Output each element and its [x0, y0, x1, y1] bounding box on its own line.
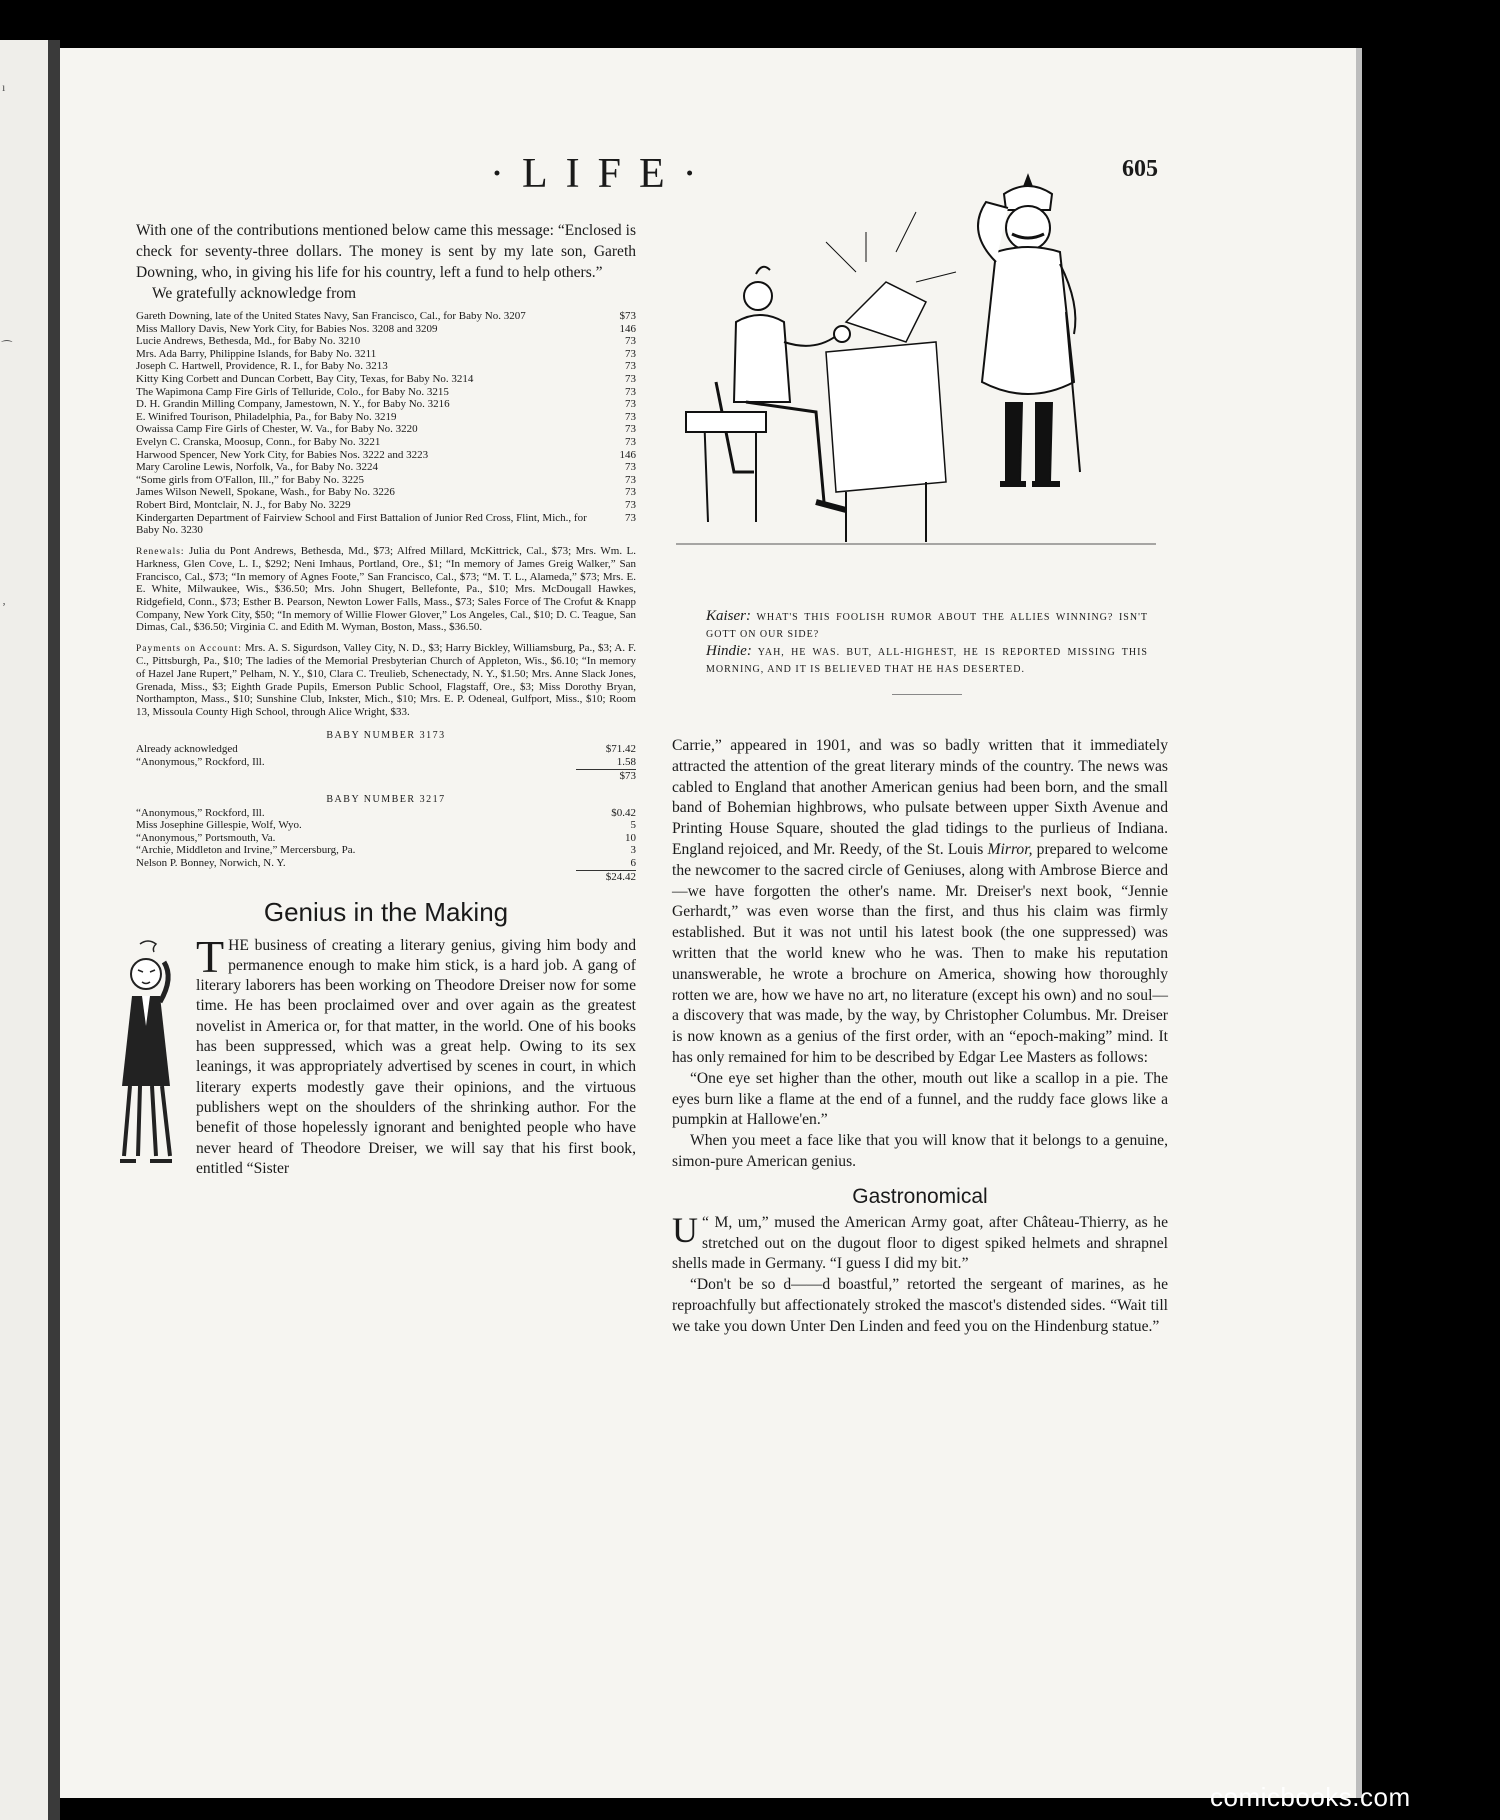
contribution-amount: 6 — [630, 856, 636, 869]
contributor-name: The Wapimona Camp Fire Girls of Telluride, Colo., for Baby No. 3215 — [136, 385, 449, 398]
ledger-row — [136, 832, 636, 845]
contributor-name: Mary Caroline Lewis, Norfolk, Va., for Baby No. 3224 — [136, 461, 379, 474]
contributor-name: “Anonymous,” Rockford, Ill. — [136, 806, 265, 819]
contributor-name: Gareth Downing, late of the United States Navy, San Francisco, Cal., for Baby No. 3207 — [136, 310, 526, 322]
ledger-row — [136, 844, 636, 857]
contributor-name: Robert Bird, Montclair, N. J., for Baby No. 3229 — [136, 498, 351, 511]
contributor-name: “Archie, Middleton and Irvine,” Mercersburg, Pa. — [136, 844, 356, 857]
contribution-amount: 73 — [625, 385, 636, 398]
contributor-name: Already acknowledged — [136, 743, 238, 756]
section-divider — [892, 694, 962, 695]
page-gutter — [48, 40, 60, 1820]
baby-3217-list — [136, 807, 636, 870]
genius-continued-text: Carrie,” appeared in 1901, and was so badly written that it immediately attracted the attention of the great literary minds of the country. The news was cabled to England that another American genius had been born, and the small band of Bohemian highbrows, who pulsate between upper Sixth Avenue and Printing House Square, shouted the glad tidings to the purlieus of Indiana. England rejoiced, and Mr. Reedy, of the St. Louis — [672, 737, 1168, 858]
contributor-name: “Anonymous,” Portsmouth, Va. — [136, 831, 276, 844]
ledger-row — [136, 310, 636, 323]
genius-continued-text-2: prepared to welcome the newcomer to the sacred circle of Geniuses, along with Ambrose Bierce and—we have forgotten the other's name. Mr. Dreiser's next book, “Jennie Gerhardt,” was even worse than the first, and thus his claim was firmly established. But it was not until his latest book (the one suppressed) was written that the world knew who he was. Then to make his reputation unanswerable, he wrote a brochure on America, showing how thoroughly rotten we are, how we have no art, no literature (except his own) and no soul—a discovery that was made, by the way, by Christopher Columbus. Mr. Dreiser is now known as a genius of the first order, with an “epoch-making” mind. It has only remained for him to be described by Edgar Lee Masters as follows: — [672, 840, 1168, 1066]
speaker-kaiser: Kaiser: — [706, 608, 751, 624]
contribution-amount: $71.42 — [605, 743, 636, 756]
contributor-name: Mrs. Ada Barry, Philippine Islands, for Baby No. 3211 — [136, 347, 377, 360]
ledger-row — [136, 348, 636, 361]
contribution-amount: 3 — [630, 844, 636, 857]
contribution-amount: $0.42 — [611, 806, 636, 819]
source-watermark: comicbooks.com — [1210, 1782, 1411, 1812]
ledger-row — [136, 360, 636, 373]
contribution-amount: 73 — [625, 486, 636, 499]
page-edge — [1356, 48, 1362, 1798]
ledger-row — [136, 373, 636, 386]
genius-continued-paragraph — [672, 736, 1168, 1069]
renewals-paragraph — [136, 545, 636, 634]
contribution-amount: 73 — [625, 360, 636, 373]
hindie-speech: YAH, HE WAS. BUT, ALL-HIGHEST, HE IS REPORTED MISSING THIS MORNING, AND IT IS BELIEVED THAT HE HAS DESERTED. — [706, 647, 1148, 675]
dreiser-caricature-illustration — [110, 936, 182, 1186]
page-edge-mark: ʼ — [2, 600, 6, 614]
page-edge-mark: ⁀ — [2, 340, 12, 354]
contribution-amount: 10 — [625, 831, 636, 844]
intro-paragraph: With one of the contributions mentioned below came this message: “Enclosed is check for seventy-three dollars. The money is sent by my late son, Gareth Downing, who, in giving his life for his country, left a fund to help others.” — [136, 222, 636, 281]
genius-article-title: Genius in the Making — [263, 896, 509, 927]
ledger-row — [136, 743, 636, 756]
contributor-name: “Anonymous,” Rockford, Ill. — [136, 756, 265, 768]
contribution-amount: 73 — [625, 347, 636, 360]
ledger-row — [136, 857, 636, 870]
gastronomical-title: Gastronomical — [852, 1184, 988, 1208]
contributor-name: Lucie Andrews, Bethesda, Md., for Baby No. 3210 — [136, 335, 361, 348]
previous-page-edge — [0, 40, 48, 1820]
payments-paragraph — [136, 642, 636, 719]
payments-text: Mrs. A. S. Sigurdson, Valley City, N. D., $3; Harry Bickley, Williamsburg, Pa., $3; A. F. C., Pittsburgh, Pa., $10; The ladies of the Memorial Presbyterian Church of Appleton, Wis., $6.10; “In memory of Hazel Jane Rupert,” Pelham, N. Y., $10, Clara C. Treulieb, Schenectady, N. Y., $1.50; Mrs. Anne Slack Jones, Grenada, Miss., $3; Eighth Grade Pupils, Emerson Public School, Flagstaff, Ore., $3; Miss Dorothy Bryan, Northampton, Mass., $10; Sunshine Club, Inkster, Mich., $10; Mrs. E. P. Odeneal, Gulfport, Miss., $10; Room 13, Missoula County High School, through Alice Wright, $33. — [136, 641, 637, 718]
contribution-amount: 73 — [625, 372, 636, 385]
masters-quote: “One eye set higher than the other, mouth out like a scallop in a pie. The eyes burn like a flame at the end of a funnel, and the ruddy face glows like a pumpkin at Hallowe'en.” — [672, 1069, 1168, 1129]
contribution-list — [136, 310, 636, 537]
renewals-label: Renewals: — [136, 546, 185, 557]
baby-3173-list — [136, 743, 636, 768]
contribution-amount: 73 — [625, 511, 636, 524]
ledger-row — [136, 461, 636, 474]
mirror-title: Mirror, — [987, 840, 1033, 858]
kaiser-hindenburg-cartoon — [666, 172, 1164, 582]
contribution-amount: 73 — [625, 423, 636, 436]
contribution-amount: 73 — [625, 410, 636, 423]
page-edge-mark: ı — [2, 80, 6, 94]
ledger-row — [136, 411, 636, 424]
contribution-amount: $73 — [619, 310, 636, 322]
contribution-amount: 73 — [625, 473, 636, 486]
genius-body-text — [136, 930, 636, 1180]
masthead-title: ·LIFE· — [490, 151, 715, 197]
gastronomical-open-quote: “ — [702, 1213, 709, 1231]
contributor-name: “Some girls from O'Fallon, Ill.,” for Baby No. 3225 — [136, 473, 365, 486]
contribution-amount: 73 — [625, 498, 636, 511]
kaiser-speech: WHAT'S THIS FOOLISH RUMOR ABOUT THE ALLIES WINNING? ISN'T GOTT ON OUR SIDE? — [706, 612, 1149, 640]
ledger-row — [136, 819, 636, 832]
ledger-row — [136, 756, 636, 769]
caption-kaiser-line — [706, 608, 1148, 643]
contributor-name: Nelson P. Bonney, Norwich, N. Y. — [136, 856, 286, 869]
ledger-row — [136, 512, 636, 537]
payments-label: Payments on Account: — [136, 643, 242, 654]
contributor-name: D. H. Grandin Milling Company, Jamestown, N. Y., for Baby No. 3216 — [136, 398, 450, 411]
ledger-row — [136, 499, 636, 512]
genius-paragraph: HE business of creating a literary genius, giving him body and permanence enough to make him stick, is a hard job. A gang of literary laborers has been working on Theodore Dreiser now for some time. He has been proclaimed over and over again as the greatest novelist in America or, for that matter, in the world. One of his books has been suppressed, which was a great help. Owing to its sex leanings, it was appropriately advertised by scenes in court, in which literary experts modestly gave their opinions, and the virtuous publishers wept on the shoulders of the shrinking author. For the benefit of those hopelessly ignorant and benighted people who have never heard of Theodore Dreiser, we will say that his first book, entitled “Sister — [196, 936, 636, 1177]
contribution-amount: 1.58 — [616, 756, 636, 768]
speaker-hindie: Hindie: — [706, 643, 752, 659]
baby-3217-total: $24.42 — [576, 870, 636, 883]
ledger-row — [136, 335, 636, 348]
caption-hindie-line — [706, 643, 1148, 678]
contributor-name: Kitty King Corbett and Duncan Corbett, Bay City, Texas, for Baby No. 3214 — [136, 372, 474, 385]
gastronomical-drop-cap: U — [672, 1209, 698, 1250]
contributor-name: James Wilson Newell, Spokane, Wash., for Baby No. 3226 — [136, 486, 395, 499]
contributor-name: Miss Josephine Gillespie, Wolf, Wyo. — [136, 819, 302, 832]
ledger-row — [136, 474, 636, 487]
contributor-name: Evelyn C. Cranska, Moosup, Conn., for Baby No. 3221 — [136, 435, 381, 448]
ledger-row — [136, 423, 636, 436]
gastronomical-text-1: M, um,” mused the American Army goat, after Château-Thierry, as he stretched out on the dugout floor to digest spiked helmets and shrapnel shells made in Germany. “I guess I did my bit.” — [672, 1213, 1168, 1273]
baby-3217-heading: BABY NUMBER 3217 — [326, 793, 446, 805]
ledger-row — [136, 398, 636, 411]
contributor-name: Harwood Spencer, New York City, for Babies Nos. 3222 and 3223 — [136, 448, 429, 461]
cartoon-caption — [706, 608, 1148, 695]
contributor-name: Kindergarten Department of Fairview School and First Battalion of Junior Red Cross, Flint, Mich., for Baby No. 3230 — [136, 511, 587, 537]
contributor-name: Owaissa Camp Fire Girls of Chester, W. Va., for Baby No. 3220 — [136, 423, 418, 436]
contribution-amount: 73 — [625, 398, 636, 411]
contribution-amount: 146 — [619, 448, 636, 461]
ledger-row — [136, 386, 636, 399]
contributor-name: Joseph C. Hartwell, Providence, R. I., for Baby No. 3213 — [136, 360, 388, 373]
right-column — [672, 736, 1168, 1338]
baby-3173-total: $73 — [576, 769, 636, 782]
ledger-row — [136, 449, 636, 462]
page-number: 605 — [1122, 156, 1158, 182]
contributor-name: E. Winifred Tourison, Philadelphia, Pa., for Baby No. 3219 — [136, 410, 397, 423]
baby-3173-heading: BABY NUMBER 3173 — [326, 730, 446, 742]
contributor-name: Miss Mallory Davis, New York City, for Babies Nos. 3208 and 3209 — [136, 322, 438, 335]
contribution-amount: 5 — [630, 819, 636, 832]
ledger-row — [136, 323, 636, 336]
left-column — [136, 220, 636, 1186]
gastronomical-paragraph-2: “Don't be so d——d boastful,” retorted the sergeant of marines, as he reproachfully but affectionately stroked the mascot's distended sides. “Wait till we take you down Unter Den Linden and feed you on the Hindenburg statue.” — [672, 1276, 1168, 1335]
contribution-amount: 73 — [625, 435, 636, 448]
genius-drop-cap: T — [196, 930, 225, 982]
gastronomical-paragraph-1 — [672, 1209, 1168, 1275]
contribution-amount: 73 — [625, 335, 636, 348]
contribution-amount: 146 — [619, 322, 636, 335]
acknowledgment-heading: We gratefully acknowledge from — [152, 285, 357, 302]
ledger-row — [136, 807, 636, 820]
ledger-row — [136, 436, 636, 449]
genius-closing: When you meet a face like that you will know that it belongs to a genuine, simon-pure American genius. — [672, 1132, 1168, 1170]
genius-article — [136, 930, 636, 1180]
renewals-text: Julia du Pont Andrews, Bethesda, Md., $73; Alfred Millard, McKittrick, Cal., $73; Mrs. Wm. L. Harkness, Glen Cove, L. I., $292; Neni Imhaus, Portland, Ore., $1; “In memory of James Greig Walker,” San Francisco, Cal., $73; “In memory of Agnes Foote,” San Francisco, Cal., $73; “M. T. L., Alameda,” $73; Mrs. E. E. White, Milwaukee, Wis., $36.50; Mrs. John Shugert, Bellefonte, Pa., $10; Mrs. McDougall Hawkes, Ridgefield, Conn., $73; Esther B. Pearson, Newton Lower Falls, Mass., $73; Sales Force of The Crofut & Knapp Company, New York City, $50; “In memory of Willie Flower Glover,” Los Angeles, Cal., $10; D. C. Teague, San Dimas, Cal., $36.50; Virginia C. and Edith M. Wyman, Boston, Mass., $36.50. — [136, 544, 637, 634]
contribution-amount: 73 — [625, 461, 636, 474]
ledger-row — [136, 486, 636, 499]
